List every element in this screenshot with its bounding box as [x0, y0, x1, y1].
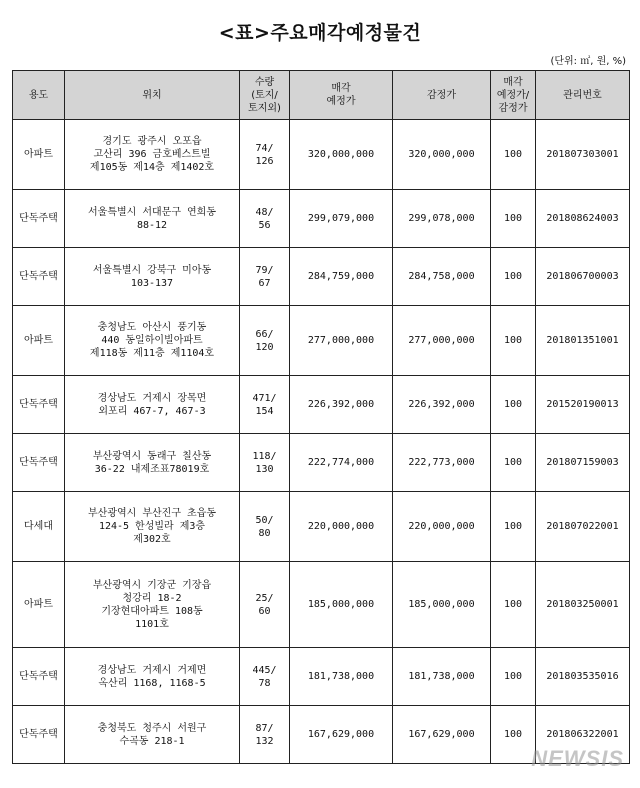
table-row: [13, 248, 630, 306]
cell-appraisal: 226,392,000: [393, 376, 491, 434]
cell-use: 단독주택: [13, 648, 65, 706]
cell-sale-price: 320,000,000: [290, 120, 393, 190]
cell-appraisal: 222,773,000: [393, 434, 491, 492]
cell-appraisal: 181,738,000: [393, 648, 491, 706]
cell-ratio: 100: [491, 120, 536, 190]
cell-mgmt-no: 201807159003: [536, 434, 630, 492]
cell-qty: 74/ 126: [240, 120, 290, 190]
header-appraisal: 감정가: [393, 71, 491, 120]
cell-mgmt-no: 201803250001: [536, 562, 630, 648]
cell-qty: 66/ 120: [240, 306, 290, 376]
cell-appraisal: 220,000,000: [393, 492, 491, 562]
cell-use: 단독주택: [13, 434, 65, 492]
cell-sale-price: 185,000,000: [290, 562, 393, 648]
cell-appraisal: 284,758,000: [393, 248, 491, 306]
cell-sale-price: 167,629,000: [290, 706, 393, 764]
property-table: [12, 70, 630, 764]
cell-ratio: 100: [491, 492, 536, 562]
cell-qty: 48/ 56: [240, 190, 290, 248]
cell-qty: 79/ 67: [240, 248, 290, 306]
cell-location: 충청남도 아산시 풍기동 440 동일하이빌아파트 제118동 제11층 제1104호: [65, 306, 240, 376]
cell-sale-price: 181,738,000: [290, 648, 393, 706]
cell-mgmt-no: 201808624003: [536, 190, 630, 248]
cell-ratio: 100: [491, 248, 536, 306]
cell-use: 아파트: [13, 562, 65, 648]
table-row: [13, 562, 630, 648]
header-qty: 수량 (토지/ 토지외): [240, 71, 290, 120]
cell-ratio: 100: [491, 376, 536, 434]
cell-mgmt-no: 201807022001: [536, 492, 630, 562]
page-title: <표>주요매각예정물건: [218, 22, 422, 44]
cell-appraisal: 167,629,000: [393, 706, 491, 764]
header-ratio: 매각 예정가/ 감정가: [491, 71, 536, 120]
cell-appraisal: 277,000,000: [393, 306, 491, 376]
cell-qty: 471/ 154: [240, 376, 290, 434]
cell-ratio: 100: [491, 190, 536, 248]
cell-location: 경기도 광주시 오포읍 고산리 396 금호베스트빌 제105동 제14층 제1402호: [65, 120, 240, 190]
cell-location: 서울특별시 강북구 미아동 103-137: [65, 248, 240, 306]
cell-use: 아파트: [13, 120, 65, 190]
cell-sale-price: 226,392,000: [290, 376, 393, 434]
cell-ratio: 100: [491, 706, 536, 764]
table-row: [13, 120, 630, 190]
cell-location: 부산광역시 부산진구 초읍동 124-5 한성빌라 제3층 제302호: [65, 492, 240, 562]
cell-sale-price: 299,079,000: [290, 190, 393, 248]
cell-appraisal: 185,000,000: [393, 562, 491, 648]
cell-ratio: 100: [491, 562, 536, 648]
cell-mgmt-no: 201806700003: [536, 248, 630, 306]
cell-use: 단독주택: [13, 376, 65, 434]
cell-qty: 50/ 80: [240, 492, 290, 562]
cell-sale-price: 220,000,000: [290, 492, 393, 562]
table-row: [13, 306, 630, 376]
table-row: [13, 190, 630, 248]
cell-sale-price: 222,774,000: [290, 434, 393, 492]
header-use: 용도: [13, 71, 65, 120]
cell-location: 경상남도 거제시 장목면 외포리 467-7, 467-3: [65, 376, 240, 434]
cell-appraisal: 299,078,000: [393, 190, 491, 248]
cell-qty: 118/ 130: [240, 434, 290, 492]
cell-appraisal: 320,000,000: [393, 120, 491, 190]
cell-use: 아파트: [13, 306, 65, 376]
cell-location: 충청북도 청주시 서원구 수곡동 218-1: [65, 706, 240, 764]
cell-ratio: 100: [491, 648, 536, 706]
newsis-watermark: NEWSIS: [531, 746, 624, 771]
cell-use: 단독주택: [13, 190, 65, 248]
table-row: [13, 648, 630, 706]
cell-location: 경상남도 거제시 거제면 옥산리 1168, 1168-5: [65, 648, 240, 706]
cell-use: 단독주택: [13, 248, 65, 306]
table-row: [13, 492, 630, 562]
table-row: [13, 434, 630, 492]
cell-use: 다세대: [13, 492, 65, 562]
cell-mgmt-no: 201520190013: [536, 376, 630, 434]
unit-note: (단위: ㎡, 원, %): [550, 56, 626, 67]
cell-mgmt-no: 201803535016: [536, 648, 630, 706]
cell-use: 단독주택: [13, 706, 65, 764]
cell-location: 부산광역시 동래구 칠산동 36-22 내제조표78019호: [65, 434, 240, 492]
cell-qty: 87/ 132: [240, 706, 290, 764]
cell-ratio: 100: [491, 306, 536, 376]
header-sale-price: 매각 예정가: [290, 71, 393, 120]
table-row: [13, 376, 630, 434]
cell-location: 서울특별시 서대문구 연희동 88-12: [65, 190, 240, 248]
cell-ratio: 100: [491, 434, 536, 492]
cell-mgmt-no: 201807303001: [536, 120, 630, 190]
header-location: 위치: [65, 71, 240, 120]
cell-location: 부산광역시 기장군 기장읍 청강리 18-2 기장현대아파트 108동 1101호: [65, 562, 240, 648]
cell-mgmt-no: 201801351001: [536, 306, 630, 376]
cell-qty: 445/ 78: [240, 648, 290, 706]
cell-mgmt-no: 201806322001: [536, 706, 630, 764]
cell-sale-price: 277,000,000: [290, 306, 393, 376]
header-mgmt-no: 관리번호: [536, 71, 630, 120]
cell-qty: 25/ 60: [240, 562, 290, 648]
cell-sale-price: 284,759,000: [290, 248, 393, 306]
header-row: [13, 71, 630, 120]
